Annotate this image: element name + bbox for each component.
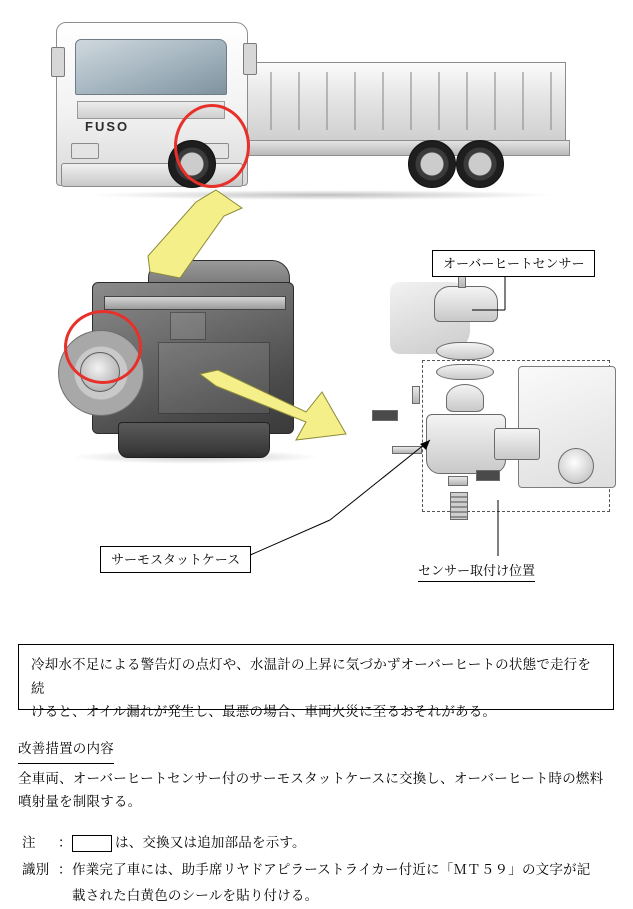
notes-panel bbox=[22, 832, 622, 909]
bolt-left-upper bbox=[412, 386, 420, 404]
callout-thermostat-case: サーモスタットケース bbox=[100, 546, 251, 573]
identification-label: 識別 bbox=[22, 861, 50, 878]
truck-wheel-rear-2 bbox=[456, 140, 504, 188]
note-row-parts bbox=[22, 832, 622, 856]
measures-title: 改善措置の内容 bbox=[18, 738, 114, 764]
warning-panel bbox=[18, 644, 614, 721]
truck-wheel-rear-1 bbox=[408, 140, 456, 188]
thermostat-housing-cap bbox=[434, 286, 498, 322]
arrow-engine-to-thermostat bbox=[196, 368, 356, 458]
note-row-identification bbox=[22, 859, 622, 883]
case-flange-gasket bbox=[494, 428, 540, 460]
identification-line-1: 作業完了車には、助手席リヤドアピラーストライカー付近に「ＭＴ５９」の文字が記 bbox=[72, 861, 591, 878]
truck-illustration bbox=[48, 14, 568, 204]
overheat-sensor-part-right bbox=[476, 470, 500, 481]
washer-set bbox=[448, 476, 468, 486]
measures-panel bbox=[18, 738, 614, 815]
truck-deck-rails bbox=[244, 72, 564, 130]
overheat-sensor-part-left bbox=[372, 410, 398, 421]
bolt-left-lower bbox=[392, 446, 422, 454]
engine-valve-cover bbox=[104, 296, 286, 310]
truck-chassis bbox=[238, 140, 570, 156]
gasket-lower bbox=[436, 364, 494, 380]
truck-body bbox=[48, 14, 568, 204]
thermostat-valve bbox=[446, 384, 484, 412]
warning-line-2: けると、オイル漏れが発生し、最悪の場合、車両火災に至るおそれがある。 bbox=[31, 704, 497, 721]
measures-line-2: 噴射量を制限する。 bbox=[18, 794, 142, 811]
measures-line-1: 全車両、オーバーヒートセンサー付のサーモスタットケースに交換し、オーバーヒート時の燃料 bbox=[18, 770, 604, 787]
note-label: 注 bbox=[22, 835, 36, 851]
spring-part bbox=[450, 492, 468, 520]
gasket-upper bbox=[436, 342, 494, 360]
truck-windshield bbox=[75, 39, 227, 95]
identification-colon: ： bbox=[58, 861, 72, 878]
warning-line-1: 冷却水不足による警告灯の点灯や、水温計の上昇に気づかずオーバーヒートの状態で走行を続 bbox=[31, 657, 592, 697]
water-pump-hub bbox=[558, 448, 594, 484]
truck-mirror-left bbox=[51, 47, 65, 77]
note-text: は、交換又は追加部品を示す。 bbox=[115, 835, 306, 851]
thermostat-exploded-diagram bbox=[390, 282, 620, 542]
truck-mirror-right bbox=[243, 43, 257, 75]
callout-overheat-sensor: オーバーヒートセンサー bbox=[432, 250, 595, 277]
caption-sensor-mount-position: センサー取付け位置 bbox=[418, 560, 535, 582]
parts-swatch-box bbox=[72, 835, 112, 852]
note-body bbox=[72, 832, 622, 856]
highlight-circle-engine bbox=[64, 310, 142, 384]
identification-line-2: 載された白黄色のシールを貼り付ける。 bbox=[72, 888, 319, 905]
arrow-truck-to-engine bbox=[120, 186, 250, 296]
engine-detail-part bbox=[170, 312, 206, 340]
truck-brand-badge: FUSO bbox=[85, 119, 130, 134]
highlight-circle-truck bbox=[174, 104, 250, 188]
truck-headlamp-left bbox=[71, 143, 99, 159]
note-colon: ： bbox=[58, 835, 72, 851]
